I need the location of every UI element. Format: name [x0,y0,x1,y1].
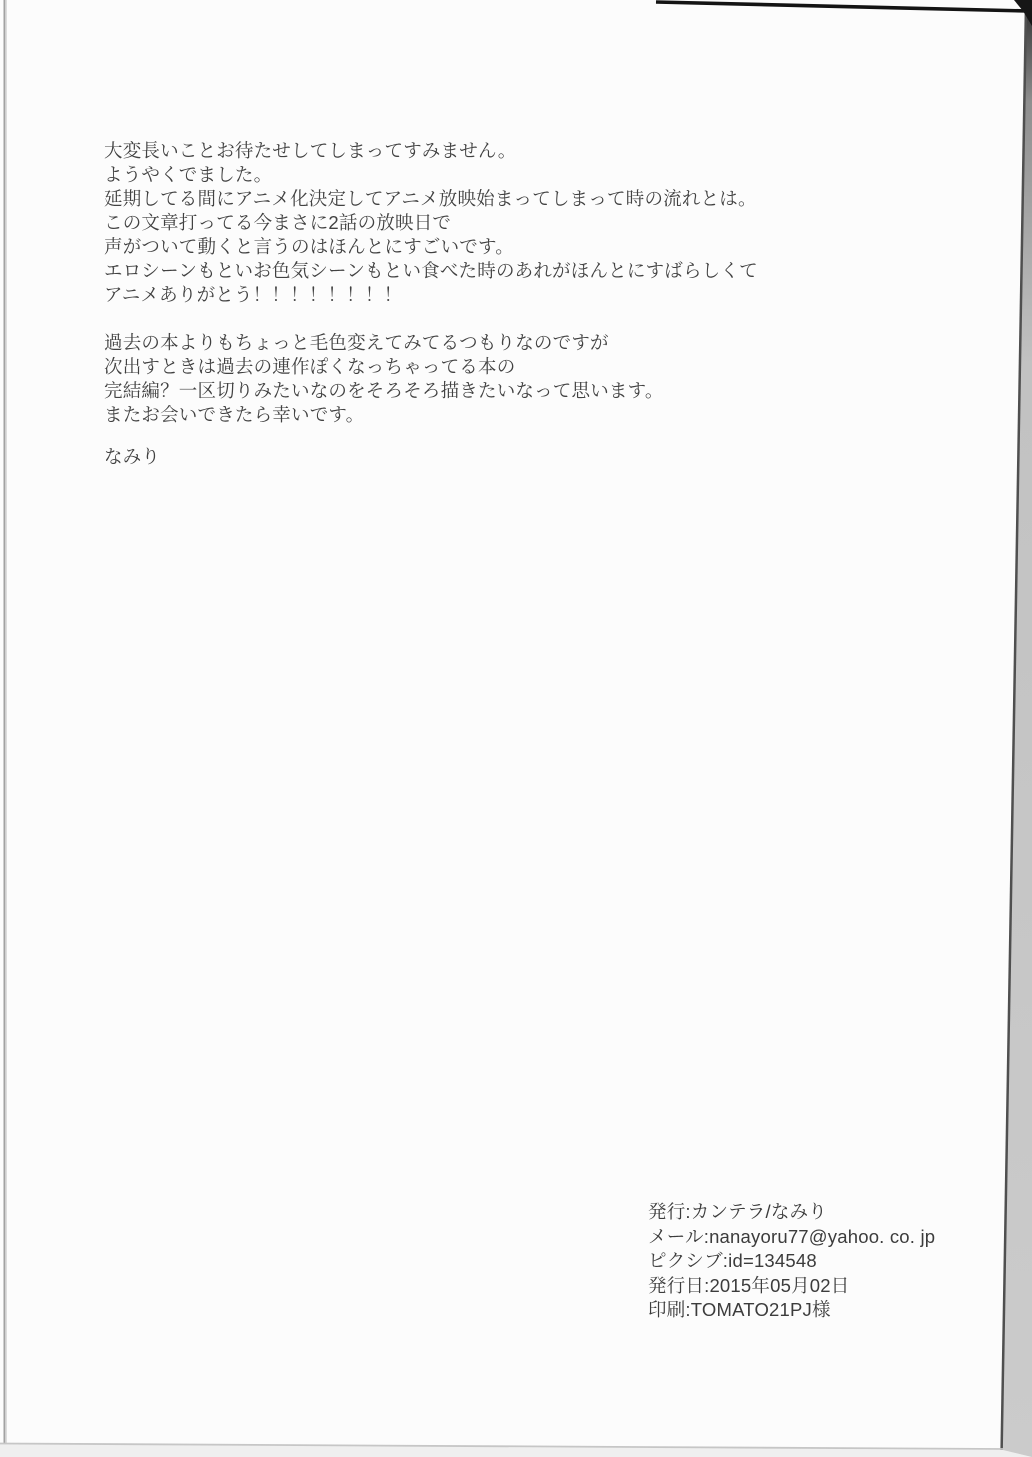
afterword-line: アニメありがとう！！！！！！！！ [104,284,403,305]
afterword-line: この文章打ってる今まさに2話の放映日で [104,212,452,233]
colophon-pixiv-id: ピクシブ:id=134548 [648,1250,817,1271]
colophon-publisher: 発行:カンテラ/なみり [648,1201,827,1222]
afterword-line: エロシーンもといお色気シーンもとい食べた時のあれがほんとにすばらしくて [104,260,758,281]
afterword-line: 声がついて動くと言うのはほんとにすごいです。 [104,236,514,257]
afterword-line: またお会いできたら幸いです。 [104,404,365,425]
colophon-printer: 印刷:TOMATO21PJ様 [648,1299,831,1320]
afterword-paragraph-1 [104,139,758,307]
bottom-scanner-strip [0,1444,1032,1457]
top-paper-edge-line [656,2,1027,11]
colophon-email: メール:nanayoru77@yahoo. co. jp [648,1225,936,1247]
afterword-paragraph-2 [104,331,664,427]
bottom-paper-edge-line [0,1444,1003,1450]
afterword-line: ようやくでました。 [104,164,273,185]
afterword-line: 延期してる間にアニメ化決定してアニメ放映始まってしまって時の流れとは。 [104,188,757,209]
colophon [648,1200,935,1323]
afterword-line: 完結編？一区切りみたいなのをそろそろ描きたいなって思います。 [104,380,664,401]
afterword-line: 次出すときは過去の連作ぽくなっちゃってる本の [104,356,516,377]
top-right-corner-shadow [1014,0,1032,26]
right-paper-edge-line [1002,4,1027,1457]
author-signature: なみり [104,446,161,467]
right-scanner-strip [1001,0,1032,1457]
afterword-line: 大変長いことお待たせしてしまってすみません。 [104,140,517,161]
afterword-line: 過去の本よりもちょっと毛色変えてみてるつもりなのですが [104,332,609,353]
colophon-publication-date: 発行日:2015年05月02日 [648,1274,850,1296]
